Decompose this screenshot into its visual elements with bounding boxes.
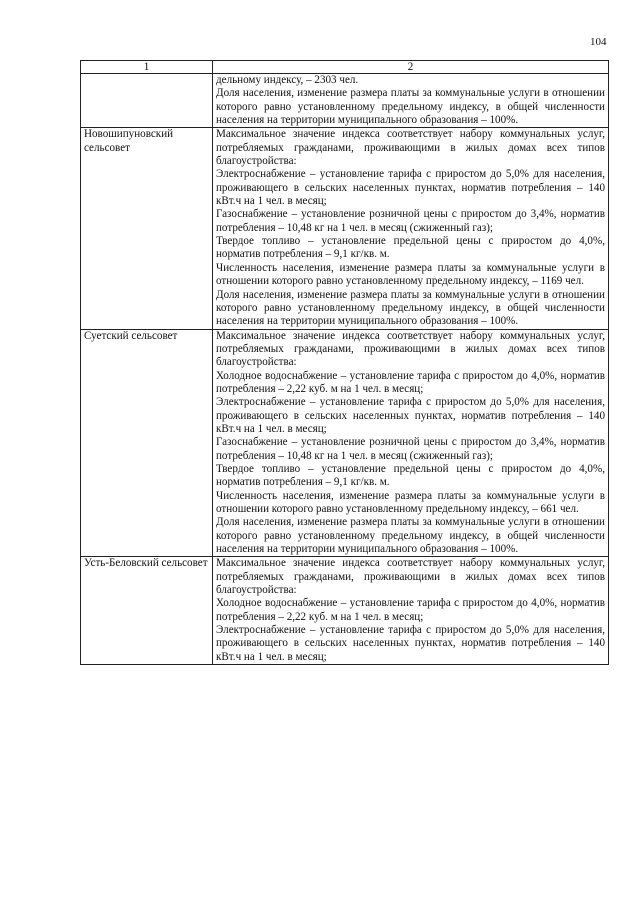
municipality-name: Усть-Беловский сельсовет (81, 557, 213, 665)
indices-table (80, 60, 609, 665)
description-paragraph: дельному индексу, – 2303 чел. (216, 74, 359, 86)
description-paragraph: Численность населения, изменение размера платы за коммунальные услуги в отношении которого равно установленному предельному индексу, – 661 чел. (216, 489, 605, 515)
description-paragraph: Максимальное значение индекса соответствует набору коммунальных услуг, потребляемых гражданами, проживающими в жилых домах всех типов благоустройства: (216, 128, 605, 168)
description-paragraph: Газоснабжение – установление розничной цены с приростом до 3,4%, норматив потребления – 10,48 кг на 1 чел. в месяц (сжиженный газ); (216, 208, 605, 234)
description-paragraph: Холодное водоснабжение – установление тарифа с приростом до 4,0%, норматив потребления – 2,22 куб. м на 1 чел. в месяц; (216, 597, 605, 623)
description-paragraph: Доля населения, изменение размера платы за коммунальные услуги в отношении которого равно установленному предельному индексу, в общей численности населения на территории муниципального образования – 100%. (216, 516, 605, 556)
page-number: 104 (590, 36, 607, 48)
index-description (213, 128, 609, 329)
index-description (213, 329, 609, 557)
index-description (213, 557, 609, 665)
column-header-1: 1 (81, 61, 213, 74)
table-body (81, 74, 609, 665)
description-paragraph: Максимальное значение индекса соответствует набору коммунальных услуг, потребляемых гражданами, проживающими в жилых домах всех типов благоустройства: (216, 557, 605, 597)
description-paragraph: Максимальное значение индекса соответствует набору коммунальных услуг, потребляемых гражданами, проживающими в жилых домах всех типов благоустройства: (216, 329, 605, 369)
description-paragraph: Электроснабжение – установление тарифа с приростом до 5,0% для населения, проживающего в сельских населенных пунктах, норматив потребления – 140 кВт.ч на 1 чел. в месяц; (216, 624, 605, 663)
description-paragraph: Численность населения, изменение размера платы за коммунальные услуги в отношении которого равно установленному предельному индексу, – 1169 чел. (216, 261, 605, 288)
column-header-2: 2 (213, 61, 609, 74)
municipality-name: Новошипуновский сельсовет (81, 128, 213, 329)
table-row (81, 74, 609, 128)
description-paragraph: Доля населения, изменение размера платы за коммунальные услуги в отношении которого равно установленному предельному индексу, в общей численности населения на территории муниципального образования – 100%. (216, 288, 605, 328)
description-paragraph: Электроснабжение – установление тарифа с приростом до 5,0% для населения, проживающего в сельских населенных пунктах, норматив потребления – 140 кВт.ч на 1 чел. в месяц; (216, 168, 605, 208)
table-row (81, 329, 609, 557)
table-row (81, 557, 609, 665)
description-paragraph: Твердое топливо – установление предельной цены с приростом до 4,0%, норматив потребления – 9,1 кг/кв. м. (216, 235, 605, 261)
table-row (81, 128, 609, 329)
municipality-name (81, 74, 213, 128)
table-header-row (81, 61, 609, 74)
description-paragraph: Электроснабжение – установление тарифа с приростом до 5,0% для населения, проживающего в сельских населенных пунктах, норматив потребления – 140 кВт.ч на 1 чел. в месяц; (216, 396, 605, 435)
index-description (213, 74, 609, 128)
municipality-name: Суетский сельсовет (81, 329, 213, 557)
description-paragraph: Газоснабжение – установление розничной цены с приростом до 3,4%, норматив потребления – 10,48 кг на 1 чел. в месяц (сжиженный газ); (216, 436, 605, 462)
description-paragraph: Твердое топливо – установление предельной цены с приростом до 4,0%, норматив потребления – 9,1 кг/кв. м. (216, 462, 605, 489)
description-paragraph: Доля населения, изменение размера платы за коммунальные услуги в отношении которого равно установленному предельному индексу, в общей численности населения на территории муниципального образования – 100%. (216, 87, 605, 127)
description-paragraph: Холодное водоснабжение – установление тарифа с приростом до 4,0%, норматив потребления – 2,22 куб. м на 1 чел. в месяц; (216, 369, 605, 395)
